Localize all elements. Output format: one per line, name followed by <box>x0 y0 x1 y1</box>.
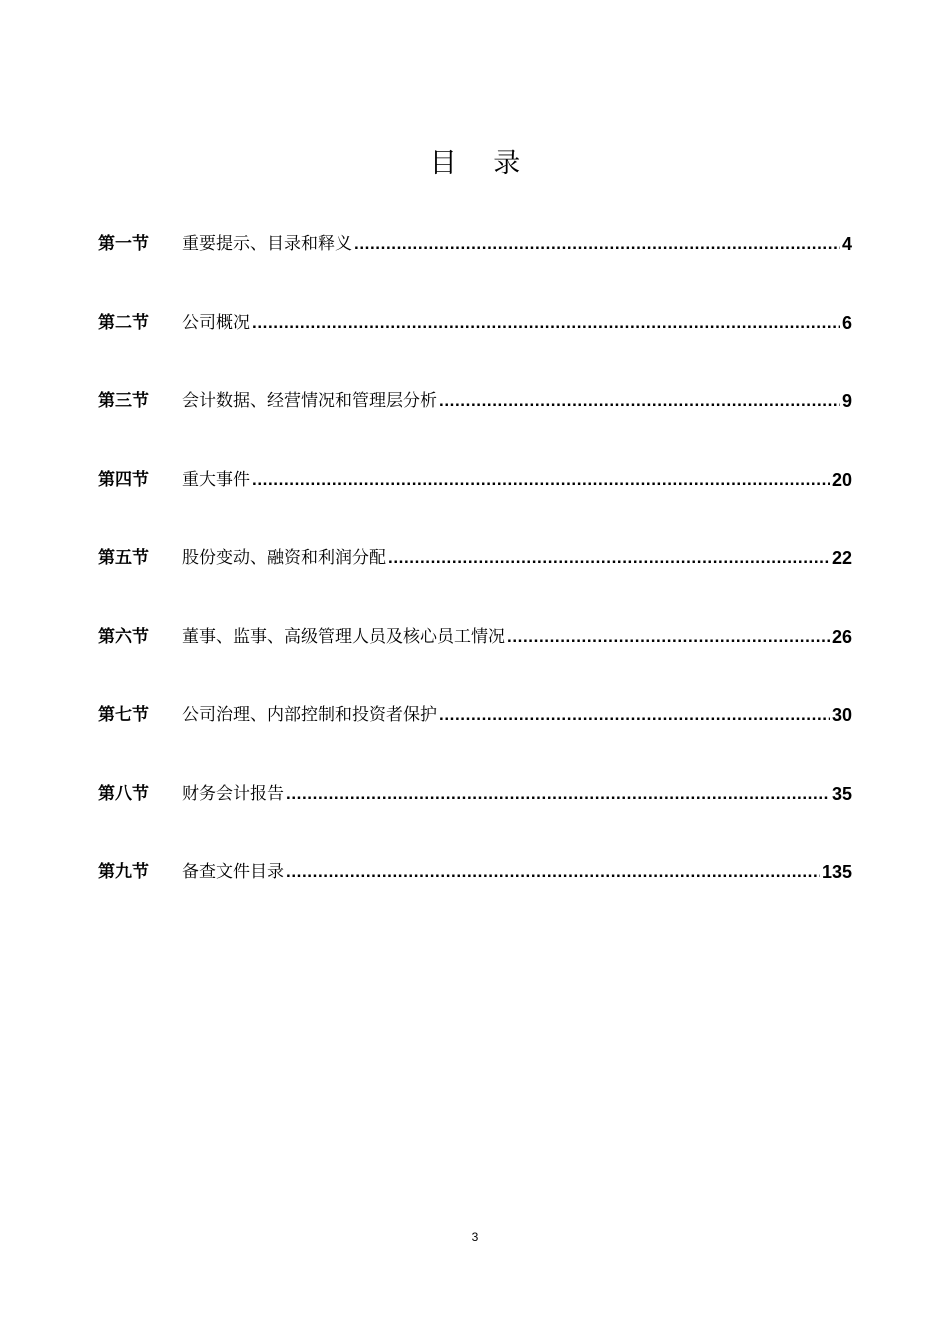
toc-entry-title: 董事、监事、高级管理人员及核心员工情况 <box>182 626 505 647</box>
toc-entry-1[interactable] <box>98 228 852 260</box>
toc-entry-3[interactable] <box>98 385 852 417</box>
toc-page-number: 26 <box>831 626 852 647</box>
toc-heading: 目 录 <box>429 148 535 179</box>
toc-page-number: 6 <box>841 312 852 333</box>
toc-entry-9[interactable] <box>98 856 852 888</box>
toc-section-label: 第九节 <box>98 862 149 882</box>
toc-page-number: 30 <box>831 705 852 725</box>
toc-leader-dots <box>439 385 840 417</box>
toc-section-label: 第三节 <box>98 391 149 411</box>
toc-entry-8[interactable] <box>98 778 852 810</box>
toc-section-label: 第五节 <box>98 548 149 568</box>
toc-leader-dots <box>354 228 840 260</box>
toc-entry-title: 备查文件目录 <box>182 862 284 882</box>
toc-entry-2[interactable] <box>98 307 852 339</box>
toc-entry-4[interactable] <box>98 464 852 496</box>
toc-leader-dots <box>439 699 830 731</box>
toc-page-number: 9 <box>841 391 852 411</box>
toc-page-number: 20 <box>831 469 852 490</box>
toc-section-label: 第一节 <box>98 234 149 254</box>
table-of-contents <box>98 228 852 935</box>
toc-entry-5[interactable] <box>98 542 852 574</box>
toc-leader-dots <box>507 621 830 653</box>
toc-entry-title: 财务会计报告 <box>182 783 284 804</box>
toc-page-number: 4 <box>841 234 852 254</box>
toc-entry-title: 股份变动、融资和利润分配 <box>182 548 386 568</box>
toc-leader-dots <box>252 307 840 339</box>
toc-page-number: 22 <box>831 548 852 568</box>
toc-entry-title: 会计数据、经营情况和管理层分析 <box>182 391 437 411</box>
toc-section-label: 第四节 <box>98 469 149 490</box>
toc-leader-dots <box>388 542 830 574</box>
toc-section-label: 第八节 <box>98 783 149 804</box>
toc-page-number: 135 <box>821 862 852 882</box>
toc-leader-dots <box>286 778 830 810</box>
toc-entry-title: 公司治理、内部控制和投资者保护 <box>182 705 437 725</box>
toc-section-label: 第七节 <box>98 705 149 725</box>
toc-entry-title: 重大事件 <box>182 469 250 490</box>
toc-entry-6[interactable] <box>98 621 852 653</box>
toc-entry-title: 重要提示、目录和释义 <box>182 234 352 254</box>
toc-page-number: 35 <box>831 783 852 804</box>
toc-leader-dots <box>286 856 820 888</box>
toc-entry-7[interactable] <box>98 699 852 731</box>
page-number: 3 <box>471 1230 479 1244</box>
toc-leader-dots <box>252 464 830 496</box>
toc-entry-title: 公司概况 <box>182 312 250 333</box>
toc-section-label: 第二节 <box>98 312 149 333</box>
toc-section-label: 第六节 <box>98 626 149 647</box>
